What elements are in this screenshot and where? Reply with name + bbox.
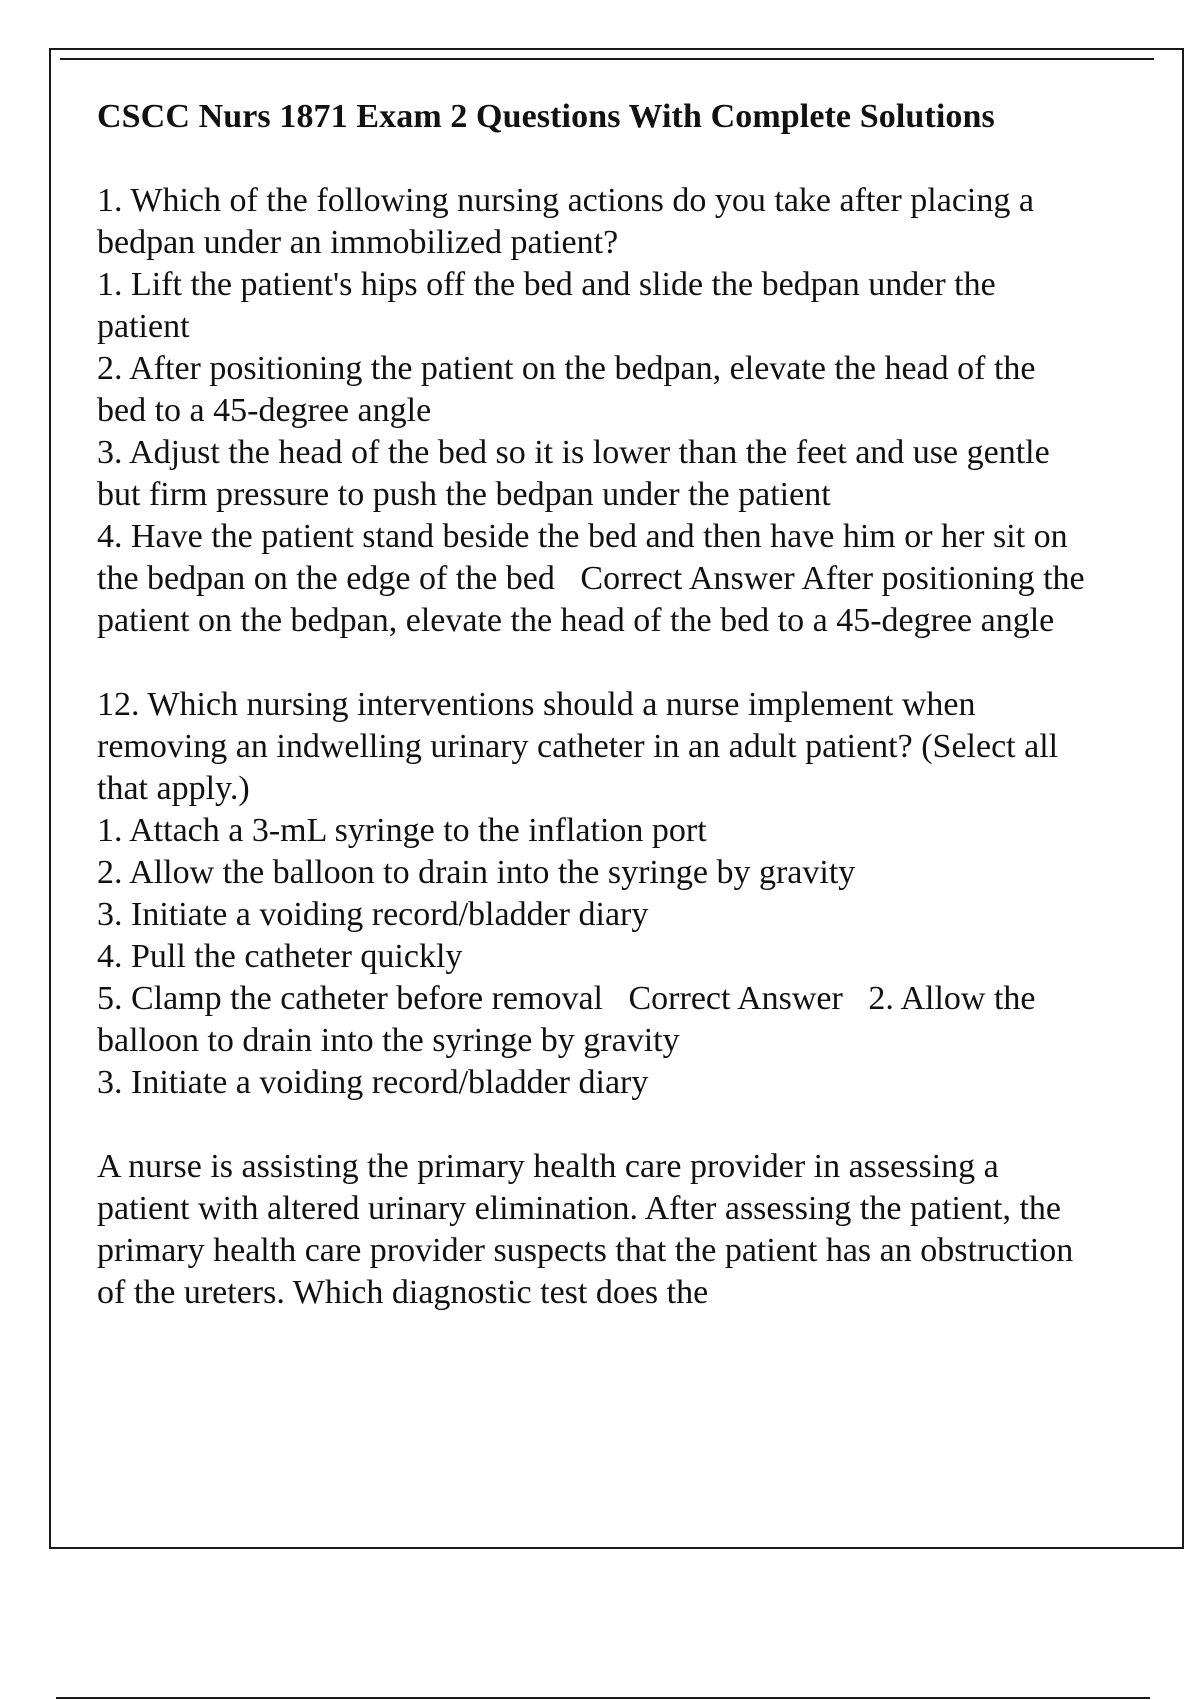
document-body (97, 96, 1087, 1356)
answer-option: 2. After positioning the patient on the bedpan, elevate the head of the bed to a 45-degree angle (97, 350, 1036, 429)
bottom-rule (56, 1697, 1150, 1699)
answer-option: 3. Adjust the head of the bed so it is lower than the feet and use gentle but firm pressure to push the bedpan under the patient (97, 434, 1050, 513)
answer-option: 4. Pull the catheter quickly (97, 938, 463, 975)
document-title: CSCC Nurs 1871 Exam 2 Questions With Complete Solutions (97, 98, 995, 135)
question-block-3 (97, 1146, 1087, 1314)
correct-answer-continued: 3. Initiate a voiding record/bladder diary (97, 1064, 649, 1101)
answer-option: 2. Allow the balloon to drain into the syringe by gravity (97, 854, 856, 891)
answer-option-with-correct-answer: 5. Clamp the catheter before removal Correct Answer 2. Allow the balloon to drain into the syringe by gravity (97, 980, 1036, 1059)
top-rule (60, 58, 1154, 60)
question-block-12 (97, 684, 1087, 1104)
answer-option: 1. Lift the patient's hips off the bed and slide the bedpan under the patient (97, 266, 996, 345)
question-text: A nurse is assisting the primary health care provider in assessing a patient with altered urinary elimination. After assessing the patient, the primary health care provider suspects that the patient has an obstruction of the ureters. Which diagnostic test does the (97, 1148, 1074, 1311)
answer-option: 1. Attach a 3-mL syringe to the inflation port (97, 812, 707, 849)
question-block-1 (97, 180, 1087, 642)
answer-option: 3. Initiate a voiding record/bladder diary (97, 896, 649, 933)
question-text: 1. Which of the following nursing actions do you take after placing a bedpan under an immobilized patient? (97, 182, 1034, 261)
question-text: 12. Which nursing interventions should a nurse implement when removing an indwelling urinary catheter in an adult patient? (Select all that apply.) (97, 686, 1059, 807)
answer-option-with-correct-answer: 4. Have the patient stand beside the bed and then have him or her sit on the bedpan on the edge of the bed Correct Answer After positioning the patient on the bedpan, elevate the head of the bed to a 45-degree angle (97, 518, 1085, 639)
